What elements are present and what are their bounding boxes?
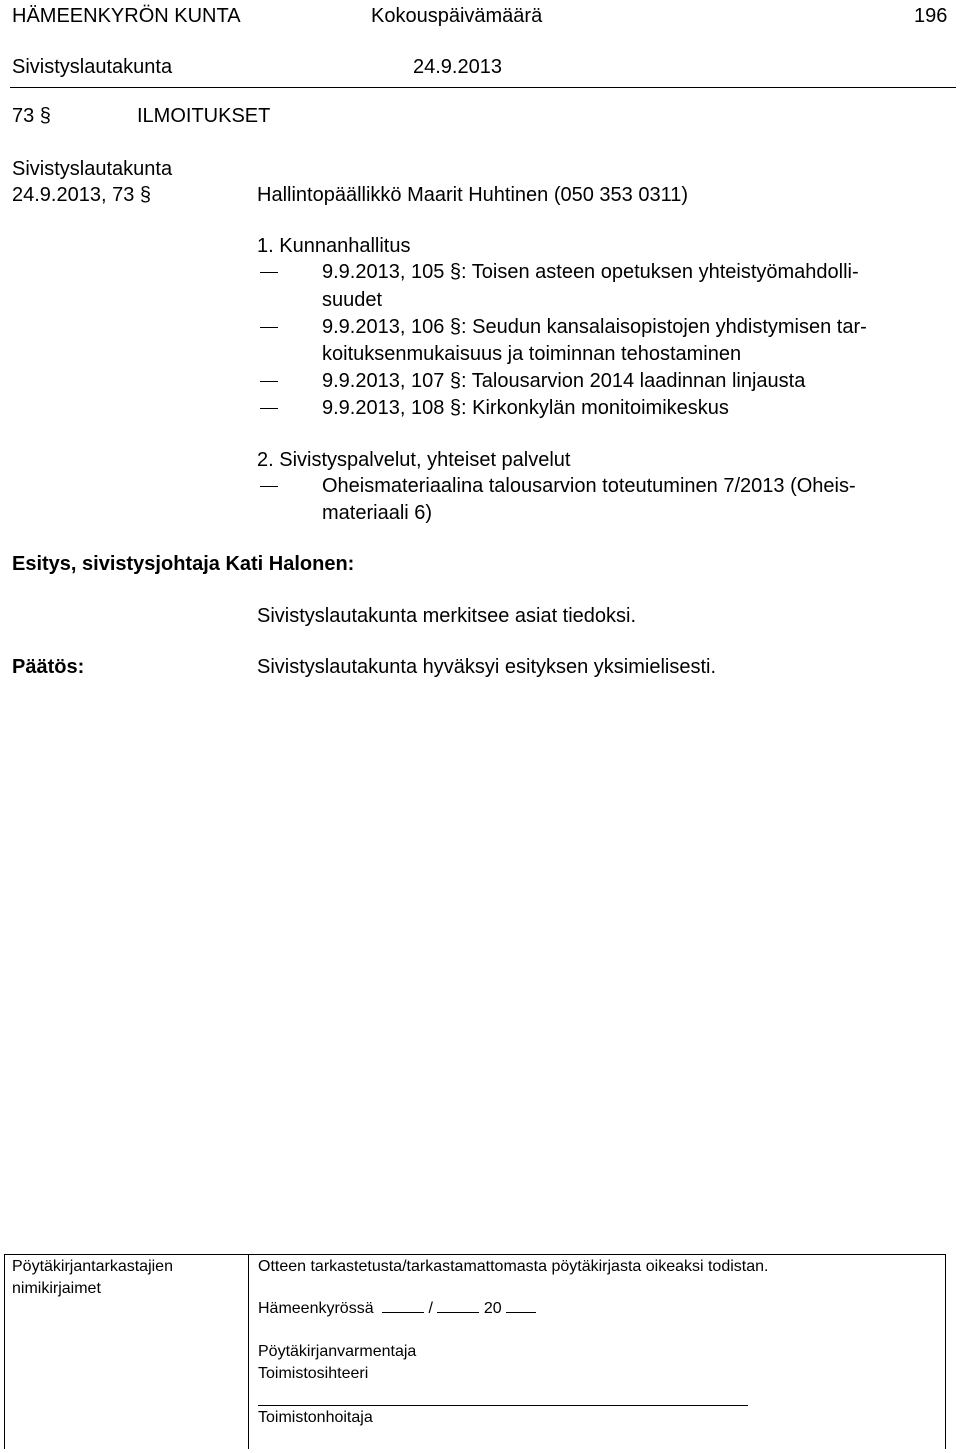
dash-bullet [260,486,278,487]
meeting-date-label: Kokouspäivämäärä [371,5,543,27]
municipality-name: HÄMEENKYRÖN KUNTA [12,5,241,27]
certification-place-date [258,1300,536,1318]
section-title: ILMOITUKSET [137,105,271,127]
dash-bullet [260,327,278,328]
list-item: 9.9.2013, 108 §: Kirkonkylän monitoimikeskus [322,397,729,419]
list-item: 9.9.2013, 107 §: Talousarvion 2014 laadinnan linjausta [322,370,806,392]
notice-heading: 1. Kunnanhallitus [257,235,411,257]
reference-board: Sivistyslautakunta [12,158,173,180]
footer-column-divider [248,1254,249,1449]
page-number: 196 [914,5,948,27]
month-blank [437,1312,479,1313]
list-item: Oheismateriaalina talousarvion toteutuminen 7/2013 (Oheis- [322,475,856,497]
section-number: 73 § [12,105,51,127]
meeting-date: 24.9.2013 [413,56,502,78]
year-blank [506,1312,536,1313]
year-prefix: 20 [483,1300,502,1317]
initials-label: Pöytäkirjantarkastajien [12,1258,173,1275]
list-item: 9.9.2013, 105 §: Toisen asteen opetuksen yhteistyömahdolli- [322,261,859,283]
reference-section: 24.9.2013, 73 § [12,184,152,206]
dash-bullet [260,272,278,273]
list-item: 9.9.2013, 106 §: Seudun kansalaisopistojen yhdistymisen tar- [322,316,867,338]
dash-bullet [260,381,278,382]
date-separator: / [428,1300,433,1317]
footer-right-border [945,1254,946,1449]
list-item-continuation: koituksenmukaisuus ja toiminnan tehostaminen [322,343,742,365]
list-item-continuation: materiaali 6) [322,502,433,524]
footer-left-border [4,1254,5,1449]
dash-bullet [260,408,278,409]
proposal-text: Sivistyslautakunta merkitsee asiat tiedoksi. [257,605,637,627]
certifier-role-office-manager: Toimistonhoitaja [258,1409,373,1426]
certifier-title: Pöytäkirjanvarmentaja [258,1343,417,1360]
list-item-continuation: suudet [322,289,383,311]
initials-label-continuation: nimikirjaimet [12,1280,101,1297]
header-divider [10,87,956,88]
day-blank [382,1312,424,1313]
certifier-role-secretary: Toimistosihteeri [258,1365,369,1382]
proposal-label: Esitys, sivistysjohtaja Kati Halonen: [12,553,355,575]
signature-line [258,1405,748,1406]
decision-label: Päätös: [12,656,85,678]
header-board-name: Sivistyslautakunta [12,56,173,78]
footer-top-border [4,1254,946,1255]
place-name: Hämeenkyrössä [258,1300,374,1317]
notice-heading: 2. Sivistyspalvelut, yhteiset palvelut [257,449,571,471]
reference-contact: Hallintopäällikkö Maarit Huhtinen (050 353 0311) [257,184,688,206]
certification-text: Otteen tarkastetusta/tarkastamattomasta pöytäkirjasta oikeaksi todistan. [258,1258,769,1275]
decision-text: Sivistyslautakunta hyväksyi esityksen yksimielisesti. [257,656,717,678]
